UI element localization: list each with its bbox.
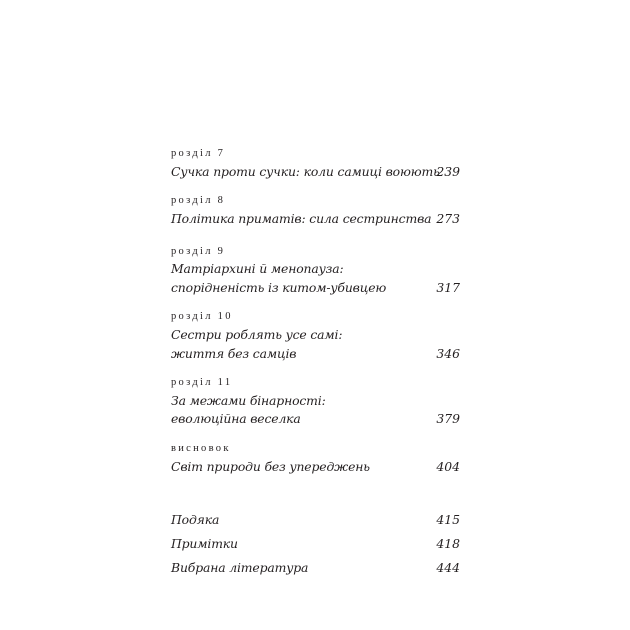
chapter-11-title-line-1: За межами бінарності:	[171, 393, 326, 408]
chapter-7-page: 239	[436, 164, 460, 179]
chapter-8-page: 273	[436, 211, 460, 226]
chapter-7-title: Сучка проти сучки: коли самиці воюють	[171, 164, 440, 179]
acknowledgements-title: Подяка	[171, 512, 220, 527]
conclusion-label: висновок	[171, 443, 231, 454]
chapter-11-page: 379	[436, 411, 460, 426]
bibliography-page: 444	[436, 560, 460, 575]
chapter-9-label: розділ 9	[171, 246, 226, 257]
chapter-10-page: 346	[436, 346, 460, 361]
acknowledgements-page: 415	[436, 512, 460, 527]
chapter-9-page: 317	[436, 280, 460, 295]
notes-page: 418	[436, 536, 460, 551]
notes-title: Примітки	[171, 536, 238, 551]
conclusion-title: Світ природи без упереджень	[171, 459, 370, 474]
chapter-10-label: розділ 10	[171, 311, 233, 322]
chapter-9-title-line-2: спорідненість із китом-убивцею	[171, 280, 387, 295]
conclusion-page: 404	[436, 459, 460, 474]
bibliography-title: Вибрана література	[171, 560, 309, 575]
chapter-11-title-line-2: еволюційна веселка	[171, 411, 301, 426]
chapter-10-title-line-2: життя без самців	[171, 346, 297, 361]
chapter-8-title: Політика приматів: сила сестринства	[171, 211, 432, 226]
chapter-8-label: розділ 8	[171, 195, 226, 206]
chapter-7-label: розділ 7	[171, 148, 226, 159]
chapter-11-label: розділ 11	[171, 377, 233, 388]
chapter-9-title-line-1: Матріархині й менопауза:	[171, 261, 344, 276]
chapter-10-title-line-1: Сестри роблять усе самі:	[171, 327, 343, 342]
